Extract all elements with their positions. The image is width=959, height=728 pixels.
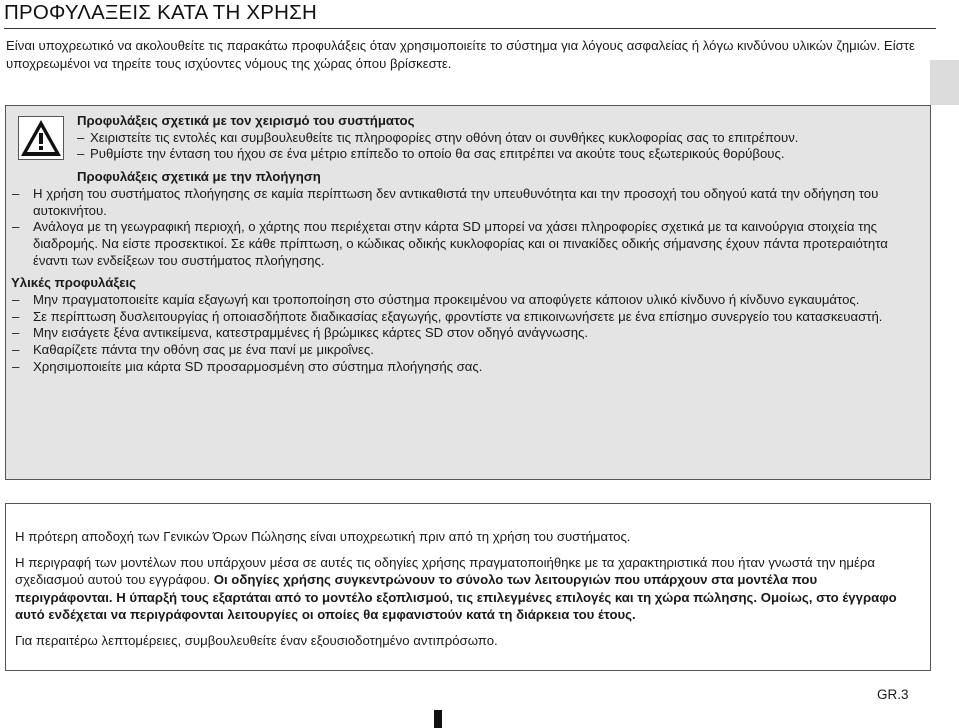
list-dash: – xyxy=(12,292,20,308)
list-dash: – xyxy=(12,358,20,374)
page-number: GR.3 xyxy=(877,687,909,702)
list-dash: – xyxy=(12,325,20,341)
list-dash: – xyxy=(12,219,20,235)
models-paragraph xyxy=(15,554,917,624)
edge-marker xyxy=(434,710,442,728)
list-dash: – xyxy=(12,185,20,201)
section-heading-handling: Προφυλάξεις σχετικά με τον χειρισμό του συστήματος xyxy=(77,113,415,128)
list-item-text: Η χρήση του συστήματος πλοήγησης σε καμία περίπτωση δεν αντικαθιστά την υπευθυνότητα και την προσοχή του οδηγού κατά την οδήγηση του αυτοκινήτου. xyxy=(33,185,879,218)
list-item xyxy=(11,309,921,326)
list-item-text: Χρησιμοποιείτε μια κάρτα SD προσαρμοσμένη στο σύστημα πλοήγησής σας. xyxy=(33,358,483,374)
section-heading-navigation: Προφυλάξεις σχετικά με την πλοήγηση xyxy=(77,169,321,185)
list-item-text: Μην εισάγετε ξένα αντικείμενα, κατεστραμμένες ή βρώμικες κάρτες SD στον οδηγό ανάγνωσης. xyxy=(33,325,589,341)
list-dash: – xyxy=(12,342,20,358)
section-heading-material: Υλικές προφυλάξεις xyxy=(11,275,136,291)
terms-box xyxy=(5,503,931,671)
list-item xyxy=(11,186,921,219)
list-item xyxy=(11,342,921,359)
models-text: Η περιγραφή των μοντέλων που υπάρχουν μέσα σε αυτές τις οδηγίες χρήσης πραγματοποιήθηκε με τα χαρακτηριστικά που ήταν γνωστά την ημέρα σχεδιασμού αυτού του εγγράφου. xyxy=(15,554,876,587)
title-divider xyxy=(4,28,936,29)
page-title: ΠΡΟΦΥΛΑΞΕΙΣ ΚΑΤΑ ΤΗ ΧΡΗΣΗ xyxy=(4,1,318,24)
list-item-text: Σε περίπτωση δυσλειτουργίας ή οποιασδήποτε διαδικασίας εξαγωγής, φροντίστε να επικοινωνήσετε με ένα επίσημο συνεργείο του κατασκευαστή. xyxy=(33,308,883,324)
list-dash: – xyxy=(77,129,85,145)
list-item xyxy=(11,219,921,269)
list-item-text: Καθαρίζετε πάντα την οθόνη σας με ένα πανί με μικροΐνες. xyxy=(33,342,374,358)
intro-paragraph: Είναι υποχρεωτικό να ακολουθείτε τις παρακάτω προφυλάξεις όταν χρησιμοποιείτε το σύστημα για λόγους ασφαλείας ή λόγω κινδύνου υλικών ζημιών. Είστε υποχρεωμένοι να τηρείτε τους ισχύοντες νόμους της χώρας όπου βρίσκεστε. xyxy=(6,38,915,71)
list-item-text: Μην πραγματοποιείτε καμία εξαγωγή και τροποποίηση στο σύστημα προκειμένου να αποφύγετε κάποιον υλικό κίνδυνο ή κίνδυνο εγκαυμάτος. xyxy=(33,292,860,308)
list-dash: – xyxy=(12,308,20,324)
list-item-text: Ρυθμίστε την ένταση του ήχου σε ένα μέτριο επίπεδο το οποίο θα σας επιτρέπει να ακούτε τους εξωτερικούς θορύβους. xyxy=(90,146,785,162)
list-item xyxy=(11,325,921,342)
list-item xyxy=(77,130,921,147)
list-item-text: Χειριστείτε τις εντολές και συμβουλευθείτε τις πληροφορίες στην οθόνη όταν οι συνθήκες κυκλοφορίας σας το επιτρέπουν. xyxy=(90,129,799,145)
section-tab xyxy=(930,60,959,105)
dealer-paragraph: Για περαιτέρω λεπτομέρειες, συμβουλευθείτε έναν εξουσιοδοτημένο αντιπρόσωπο. xyxy=(15,632,498,648)
list-item-text: Ανάλογα με τη γεωγραφική περιοχή, ο χάρτης που περιέχεται στην κάρτα SD μπορεί να χάσει πληροφορίες σχετικά με τα καινούργια στοιχεία της διαδρομής. Να είστε προσεκτικοί. Σε κάθε πρίπτωση, ο κώδικας οδικής κυκλοφορίας και οι πινακίδες οδικής σήμανσης έχουν πάντα προτεραιότητα έναντι των ενδείξεων του συστήματος πλοήγησης. xyxy=(33,219,888,268)
list-item xyxy=(11,359,921,376)
models-bold-text: Οι οδηγίες χρήσης συγκεντρώνουν το σύνολο των λειτουργιών που υπάρχουν στα μοντέλα που περιγράφονται. Η ύπαρξή τους εξαρτάται από το μοντέλο εξοπλισμού, τις επιλεγμένες επιλογές και τη χώρα πώλησης. Ομοίως, στο έγγραφο αυτό ενδέχεται να περιγράφονται λειτουργίες οι οποίες θα εμφανιστούν κατά τη διάρκεια του έτους. xyxy=(15,572,897,622)
list-dash: – xyxy=(77,146,85,162)
precautions-box xyxy=(5,105,931,480)
list-item xyxy=(11,292,921,309)
terms-paragraph: Η πρότερη αποδοχή των Γενικών Όρων Πώλησης είναι υποχρεωτική πριν από τη χρήση του συστήματος. xyxy=(15,529,631,544)
list-item xyxy=(77,146,921,163)
